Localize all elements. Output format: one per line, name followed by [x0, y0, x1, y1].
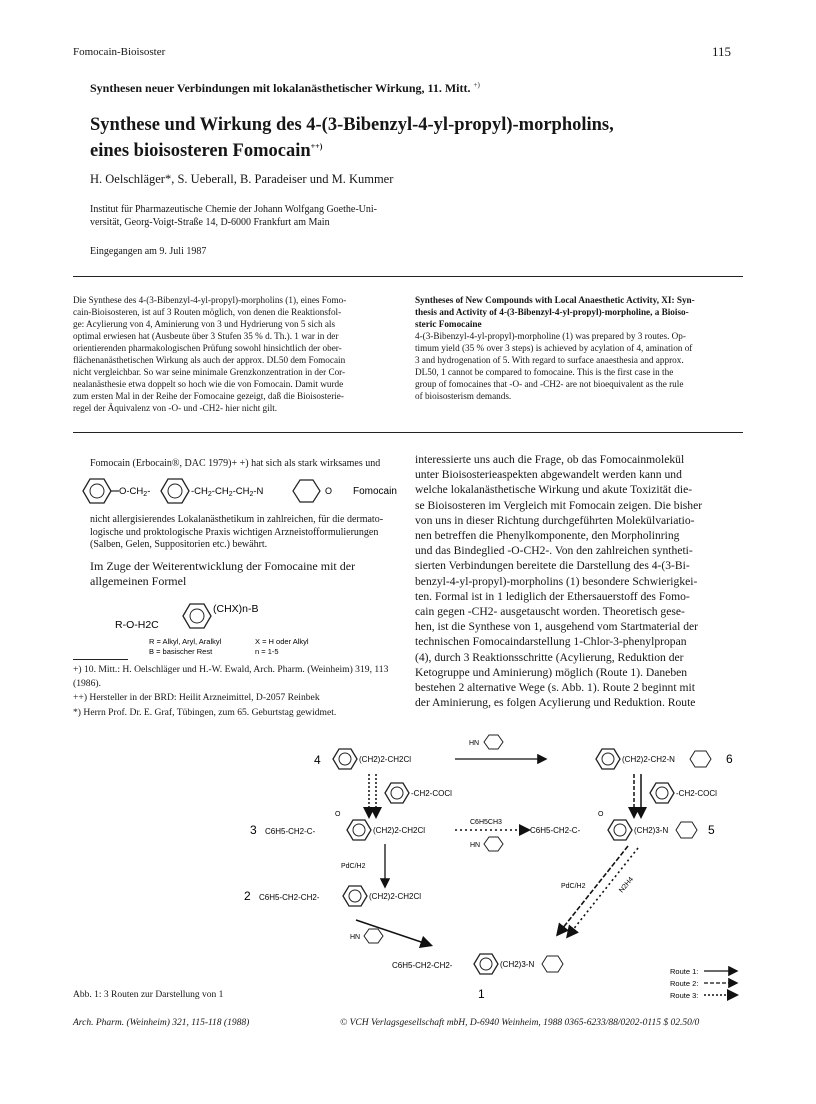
abstract-de-line: orientierenden pharmakologischen Prüfung sowohl hinsichtlich der ober- [73, 343, 342, 353]
compound-5-chain: (CH2)3-N [634, 826, 669, 835]
general-formula-left: R-O-H2C [115, 619, 159, 631]
authors: H. Oelschläger*, S. Ueberall, B. Paradeiser und M. Kummer [90, 172, 394, 186]
abstract-en-line: DL50, 1 cannot be compared to fomocaine. This is the first case in the [415, 367, 674, 377]
title-line-2-text: eines bioisosteren Fomocain [90, 141, 311, 162]
figure-caption: Abb. 1: 3 Routen zur Darstellung von 1 [73, 990, 224, 1000]
morpholine-ring [676, 822, 697, 838]
reduction-reagent-left: PdC/H2 [341, 863, 366, 870]
footnote-1: +) 10. Mitt.: H. Oelschläger und H.-W. Ewald, Arch. Pharm. (Weinheim) 319, 113 (1986). [73, 664, 389, 689]
amine-reagent-3: HN [350, 934, 361, 941]
right-body-line: sierten Verbindungen bereitete die Darstellung des 4-(3-Bi- [415, 559, 690, 573]
right-body-line: se Bioisosteren im Vergleich mit Fomocain zeigen. Die bisher [415, 498, 703, 512]
title-mark: ++) [310, 142, 323, 151]
footnote-2: ++) Hersteller in der BRD: Heilit Arzneimittel, D-2057 Reinbek [73, 692, 320, 703]
left-body-intro: Fomocain (Erbocain®, DAC 1979)+ +) hat sich als stark wirksames und [90, 458, 381, 469]
abstract-de-line: cain-Bioisosteren, ist auf 3 Routen möglich, von denen die Reaktionsfol- [73, 307, 342, 317]
compound-4-chain: (CH2)2-CH2Cl [359, 755, 412, 764]
benzene-ring [608, 820, 632, 840]
compound-6-number: 6 [726, 752, 733, 766]
legend-n: n = 1-5 [255, 647, 279, 656]
right-body-line: von uns in dieser Richtung durchgeführten Molekülvariatio- [415, 513, 695, 527]
journal-citation: Arch. Pharm. (Weinheim) 321, 115-118 (1988) [73, 1018, 250, 1028]
institute [90, 203, 510, 229]
legend-route-1: Route 1: [670, 967, 699, 976]
morpholine-ring [364, 929, 383, 943]
series-mark: +) [473, 81, 480, 89]
footnote-3: *) Herrn Prof. Dr. E. Graf, Tübingen, zum 65. Geburtstag gewidmet. [73, 706, 337, 718]
ketone-oxygen: O [335, 811, 341, 818]
ketone-oxygen-right: O [598, 811, 604, 818]
title-line-1: Synthese und Wirkung des 4-(3-Bibenzyl-4-yl-propyl)-morpholins, [90, 115, 614, 135]
morpholine-ring [484, 837, 503, 851]
morpholine-ring [542, 956, 563, 972]
acyl-chloride-reagent: -CH2-COCl [411, 789, 452, 798]
right-body-line: nen betreffen die Phenylkomponente, den Morpholinring [415, 529, 680, 543]
abstract-en-heading: thesis and Activity of 4-(3-Bibenzyl-4-yl-propyl)-morpholine, a Bioiso- [415, 307, 689, 317]
abstract-english [415, 294, 743, 402]
right-body-line: ten. Formal ist in 1 lediglich der Ethersauerstoff des Fomo- [415, 589, 690, 603]
right-body-line: cain gegen -CH2- ausgetauscht worden. Theoretisch gese- [415, 605, 685, 619]
compound-2-number: 2 [244, 889, 251, 903]
benzene-ring [474, 954, 498, 974]
hydrazine-reagent: N2H4 [618, 876, 636, 895]
right-body-line: und das Bindeglied -O-CH2-. Von den zahlreichen syntheti- [415, 544, 693, 558]
left-body-line: nicht allergisierendes Lokalanästhetikum in zahlreichen, für die dermato- [90, 514, 384, 525]
compound-3-ketone: C6H5-CH2-C- [265, 827, 316, 836]
abstract-de-line: regel der Äquivalenz von -O- und -CH2- hier nicht gilt. [73, 403, 278, 413]
acyl-chloride-reagent-right: -CH2-COCl [676, 789, 717, 798]
abstract-en-line: of bioisosterism demands. [415, 391, 512, 401]
arrow-route3-reduction [568, 848, 638, 936]
compound-5-number: 5 [708, 823, 715, 837]
reaction-scheme [230, 728, 750, 1008]
compound-3-chain: (CH2)2-CH2Cl [373, 826, 426, 835]
fomocain-formula-part2: $-CH_2-CH_2-CH_2-N$ [191, 486, 264, 498]
benzene-ring [650, 783, 674, 803]
compound-5-ketone: C6H5-CH2-C- [530, 826, 581, 835]
abstract-en-line: timum yield (35 % over 3 steps) is achieved by acylation of 4, amination of [415, 343, 693, 353]
abstract-en-heading: Syntheses of New Compounds with Local Anaesthetic Activity, XI: Syn- [415, 295, 695, 305]
received-date: Eingegangen am 9. Juli 1987 [90, 246, 207, 257]
abstract-en-line: group of fomocaines that -O- and -CH2- are not bioequivalent as the rule [415, 379, 684, 389]
benzene-ring [343, 886, 367, 906]
benzene-ring [385, 783, 409, 803]
abstract-en-heading: steric Fomocaine [415, 319, 482, 329]
fomocain-structure [75, 472, 405, 510]
compound-3-number: 3 [250, 823, 257, 837]
morpholine-ring [690, 751, 711, 767]
right-body-line: unter Bioisosterieaspekten abgewandelt werden kann und [415, 468, 682, 482]
general-formula-right: (CHX)n-B [213, 603, 259, 615]
benzene-ring [333, 749, 357, 769]
compound-4-number: 4 [314, 753, 321, 767]
right-body-line: Ketogruppe und Aminierung) möglich (Route 1). Daneben [415, 665, 688, 679]
right-body-line: (4), durch 3 Reaktionsschritte (Acylierung, Reduktion der [415, 650, 684, 664]
compound-2-chain: (CH2)2-CH2Cl [369, 892, 422, 901]
legend-x: X = H oder Alkyl [255, 637, 309, 646]
left-body-after-formula [90, 514, 400, 552]
compound-2-chain-left: C6H5-CH2-CH2- [259, 893, 320, 902]
abstract-en-line: 4-(3-Bibenzyl-4-yl-propyl)-morpholine (1) was prepared by 3 routes. Op- [415, 331, 686, 341]
legend-b: B = basischer Rest [149, 647, 213, 656]
series-text: Synthesen neuer Verbindungen mit lokalanästhetischer Wirkung, 11. Mitt. [90, 81, 471, 95]
right-body-line: benzyl-4-yl-propyl)-morpholins (1) besondere Schwierigkei- [415, 574, 698, 588]
institute-line-1: Institut für Pharmazeutische Chemie der Johann Wolfgang Goethe-Uni- [90, 204, 377, 215]
legend-r: R = Alkyl, Aryl, Aralkyl [149, 637, 222, 646]
compound-1-number: 1 [478, 987, 485, 1001]
compound-1-chain: (CH2)3-N [500, 960, 535, 969]
right-body-column [415, 452, 743, 710]
left-body-line: logische und proktologische Praxis wichtigen Arzneistofformulierungen [90, 526, 379, 538]
right-body-line: bestehen 2 alternative Wege (s. Abb. 1). Route 2 beginnt mit [415, 681, 695, 695]
series-title [90, 81, 480, 96]
right-body-line: hen, ist die Synthese von 1, ausgehend vom Startmaterial der [415, 620, 699, 634]
fomocain-formula-part1: $O-CH_2-$ [119, 486, 151, 498]
footnote-rule [73, 659, 128, 660]
right-body-line: interessierte uns auch die Frage, ob das Fomocainmolekül [415, 453, 685, 466]
institute-line-2: versität, Georg-Voigt-Straße 14, D-6000 Frankfurt am Main [90, 217, 330, 228]
right-body-line: der Aminierung, es folgen Acylierung und Reduktion. Route [415, 696, 696, 710]
general-formula [115, 592, 335, 662]
compound-6-chain: (CH2)2-CH2-N [622, 755, 675, 764]
title-line-2 [90, 136, 710, 162]
amine-reagent-1: HN [469, 740, 480, 747]
abstract-de-line: Die Synthese des 4-(3-Bibenzyl-4-yl-propyl)-morpholins (1), eines Fomo- [73, 295, 347, 305]
benzene-ring [596, 749, 620, 769]
left-body-line: Im Zuge der Weiterentwicklung der Fomocaine mit der [90, 559, 356, 573]
footnotes [73, 663, 403, 720]
right-body-line: welche lokalanästhetische Wirkung und akute Toxizität die- [415, 483, 693, 497]
running-title: Fomocain-Bioisoster [73, 46, 166, 58]
amine-reagent-2: HN [470, 842, 481, 849]
toluene-solvent: C6H5CH3 [470, 819, 502, 826]
publisher-line: © VCH Verlagsgesellschaft mbH, D-6940 Weinheim, 1988 0365-6233/88/0202-0115 $ 02.50/0 [340, 1018, 700, 1028]
page-number: 115 [712, 44, 732, 59]
abstract-german [73, 294, 400, 414]
morpholine-o: O [325, 486, 333, 496]
left-body-line: (Salben, Gelen, Suppositorien etc.) bewährt. [90, 539, 268, 551]
legend-route-2: Route 2: [670, 979, 699, 988]
left-body-line: allgemeinen Formel [90, 574, 187, 588]
fomocain-label: Fomocain [353, 486, 397, 497]
abstract-de-line: zum ersten Mal in der Reihe der Fomocaine gezeigt, daß die Bioisosterie- [73, 391, 344, 401]
legend-route-3: Route 3: [670, 991, 699, 1000]
benzene-ring [347, 820, 371, 840]
morpholine-ring [484, 735, 503, 749]
abstract-de-line: ge: Acylierung von 4, Aminierung von 3 und Hydrierung von 5 sich als [73, 319, 336, 329]
reduction-reagent-right: PdC/H2 [561, 883, 586, 890]
left-body-continue [90, 559, 400, 589]
top-rule [73, 276, 743, 277]
abstract-de-line: flächenanästhetischen Wirkung als auch der approx. DL50 dem Fomocain [73, 355, 346, 365]
abstract-en-line: 3 and hydrogenation of 5. With regard to surface anaesthesia and approx. [415, 355, 684, 365]
abstract-rule [73, 432, 743, 433]
paper-title [90, 114, 710, 162]
abstract-de-line: nicht vergleichbar. So war seine minimale Grenzkonzentration in der Cor- [73, 367, 346, 377]
abstract-de-line: optimal erwiesen hat (Ausbeute über 3 Stufen 35 % d. Th.). 1 war in der [73, 331, 339, 341]
right-body-line: technischen Fomocaindarstellung 1-Chlor-3-phenylpropan [415, 635, 687, 649]
compound-1-chain-left: C6H5-CH2-CH2- [392, 961, 453, 970]
abstract-de-line: nealanästhesie etwa doppelt so hoch wie die von Fomocain. Damit wurde [73, 379, 344, 389]
